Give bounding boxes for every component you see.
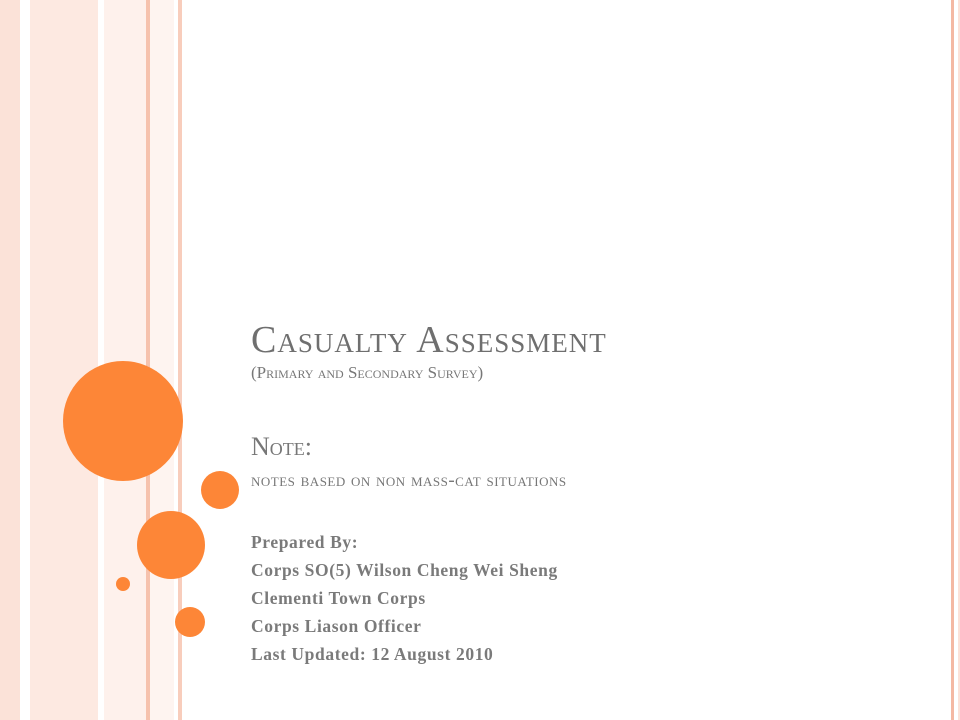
decor-circle-small <box>175 607 205 637</box>
info-line: Clementi Town Corps <box>251 588 426 608</box>
info-line: Last Updated: 12 August 2010 <box>251 644 494 664</box>
decor-stripe <box>0 0 20 720</box>
decor-circle-tiny <box>116 577 130 591</box>
decor-circle-small <box>201 471 239 509</box>
slide-title: Casualty Assessment <box>251 319 607 361</box>
note-text: notes based on non mass-cat situations <box>251 470 567 491</box>
decor-stripe <box>30 0 98 720</box>
decor-circle-large <box>63 361 183 481</box>
decor-circle-medium <box>137 511 205 579</box>
right-border-line <box>951 0 954 720</box>
author-info <box>251 528 558 668</box>
decor-stripe <box>20 0 30 720</box>
decor-stripe <box>150 0 174 720</box>
decor-stripe <box>104 0 146 720</box>
slide-subtitle: (Primary and Secondary Survey) <box>251 363 484 382</box>
note-heading: Note: <box>251 432 312 461</box>
info-line: Prepared By: <box>251 532 359 552</box>
info-line: Corps Liason Officer <box>251 616 422 636</box>
info-line: Corps SO(5) Wilson Cheng Wei Sheng <box>251 560 558 580</box>
